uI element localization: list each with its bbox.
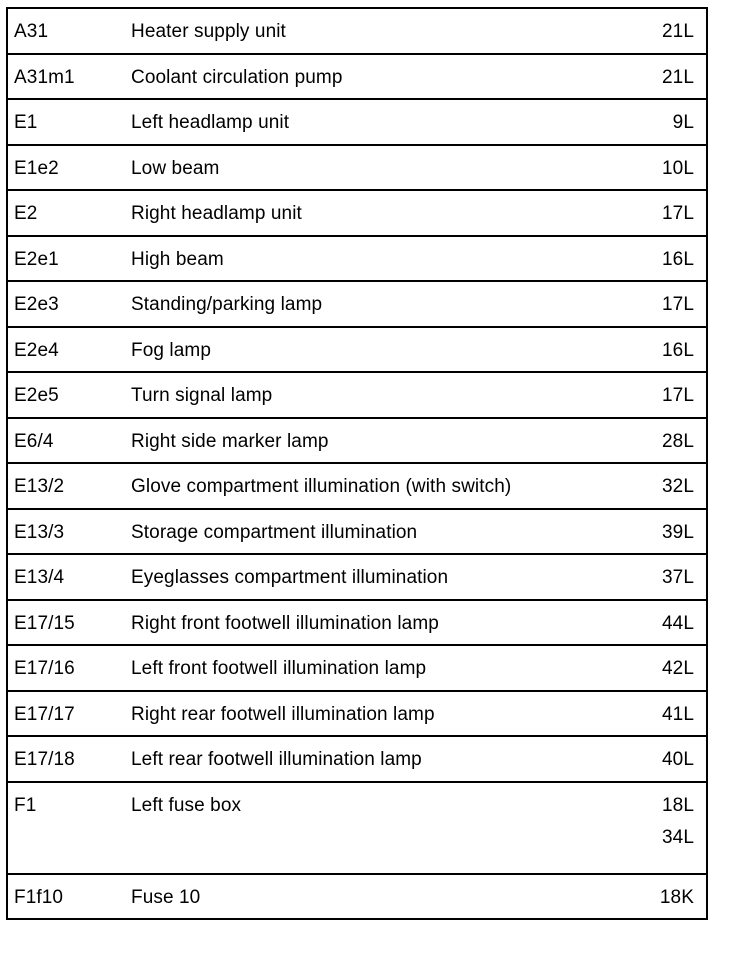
component-description: Heater supply unit: [131, 21, 286, 42]
component-description: Right front footwell illumination lamp: [131, 612, 439, 634]
grid-reference: [662, 703, 694, 735]
component-description: Right side marker lamp: [131, 430, 329, 452]
component-code: E17/18: [14, 749, 75, 770]
grid-reference-value: 9L: [672, 112, 694, 133]
table-row: [8, 555, 706, 601]
component-code: F1: [14, 794, 37, 816]
table-row: [8, 55, 706, 101]
component-description: Left front footwell illumination lamp: [131, 658, 427, 679]
table-row: [8, 737, 706, 783]
component-code: E17/16: [14, 658, 75, 679]
component-code: E2e3: [14, 294, 59, 315]
table-row: [8, 646, 706, 692]
table-row: [8, 282, 706, 328]
grid-reference-value: 39L: [661, 521, 694, 543]
component-code: E2e5: [14, 385, 59, 406]
component-description: Fog lamp: [131, 339, 212, 361]
component-description: Coolant circulation pump: [131, 66, 343, 88]
component-description: Storage compartment illumination: [131, 521, 418, 543]
component-description: Right headlamp unit: [131, 203, 302, 224]
grid-reference: [662, 20, 694, 52]
grid-reference: [662, 157, 694, 189]
grid-reference-value: 17L: [661, 203, 694, 224]
table-row: [8, 191, 706, 237]
grid-reference-value: 41L: [661, 703, 694, 725]
grid-reference-value: 21L: [661, 21, 694, 42]
component-code: E2: [14, 203, 38, 224]
table-row: [8, 464, 706, 510]
table-row: [8, 692, 706, 738]
grid-reference: [662, 66, 694, 98]
component-description: High beam: [131, 248, 224, 270]
grid-reference: [673, 111, 694, 143]
grid-reference-value: 32L: [661, 476, 694, 497]
component-description: Standing/parking lamp: [131, 294, 323, 315]
component-code: E1e2: [14, 157, 59, 179]
table-row: [8, 875, 706, 921]
grid-reference-value: 34L: [661, 826, 694, 848]
grid-reference-value: 37L: [661, 567, 694, 588]
component-description: Left headlamp unit: [131, 112, 290, 133]
component-code: E17/15: [14, 612, 75, 634]
grid-reference: [662, 339, 694, 371]
grid-reference: [662, 748, 694, 780]
component-code: E6/4: [14, 430, 54, 452]
table-row: [8, 601, 706, 647]
component-code: A31: [14, 21, 49, 42]
component-description: Turn signal lamp: [131, 385, 273, 406]
grid-reference: [662, 657, 694, 689]
table-row: [8, 100, 706, 146]
component-code: E17/17: [14, 703, 75, 725]
component-description: Fuse 10: [131, 886, 201, 908]
component-description: Low beam: [131, 157, 220, 179]
component-description: Left rear footwell illumination lamp: [131, 749, 422, 770]
grid-reference-value: 10L: [661, 157, 694, 179]
component-legend-table: [6, 7, 708, 920]
grid-reference-value: 28L: [661, 430, 694, 452]
grid-reference: [662, 794, 694, 858]
component-code: E2e4: [14, 339, 59, 361]
table-row: [8, 783, 706, 875]
component-code: E13/4: [14, 567, 65, 588]
component-description: Right rear footwell illumination lamp: [131, 703, 435, 725]
grid-reference: [662, 293, 694, 325]
component-code: A31m1: [14, 66, 75, 88]
grid-reference: [662, 566, 694, 598]
table-row: [8, 9, 706, 55]
grid-reference-value: 17L: [661, 294, 694, 315]
table-row: [8, 237, 706, 283]
grid-reference: [662, 384, 694, 416]
component-code: E1: [14, 112, 38, 133]
grid-reference-value: 16L: [661, 248, 694, 270]
grid-reference-value: 18L: [661, 794, 694, 816]
component-code: E2e1: [14, 248, 59, 270]
grid-reference-value: 21L: [661, 66, 694, 88]
grid-reference: [662, 248, 694, 280]
grid-reference-value: 40L: [661, 749, 694, 770]
table-row: [8, 328, 706, 374]
table-row: [8, 419, 706, 465]
component-description: Glove compartment illumination (with switch): [131, 476, 512, 497]
component-code: E13/3: [14, 521, 65, 543]
grid-reference-value: 18K: [659, 886, 694, 908]
component-code: E13/2: [14, 476, 65, 497]
component-code: F1f10: [14, 886, 64, 908]
grid-reference-value: 16L: [661, 339, 694, 361]
component-description: Left fuse box: [131, 794, 242, 816]
grid-reference-value: 44L: [661, 612, 694, 634]
grid-reference: [662, 612, 694, 644]
table-row: [8, 510, 706, 556]
table-row: [8, 373, 706, 419]
grid-reference: [662, 430, 694, 462]
grid-reference: [662, 521, 694, 553]
grid-reference: [660, 886, 694, 918]
grid-reference: [662, 475, 694, 507]
grid-reference: [662, 202, 694, 234]
component-description: Eyeglasses compartment illumination: [131, 567, 449, 588]
table-row: [8, 146, 706, 192]
grid-reference-value: 42L: [661, 658, 694, 679]
grid-reference-value: 17L: [661, 385, 694, 406]
